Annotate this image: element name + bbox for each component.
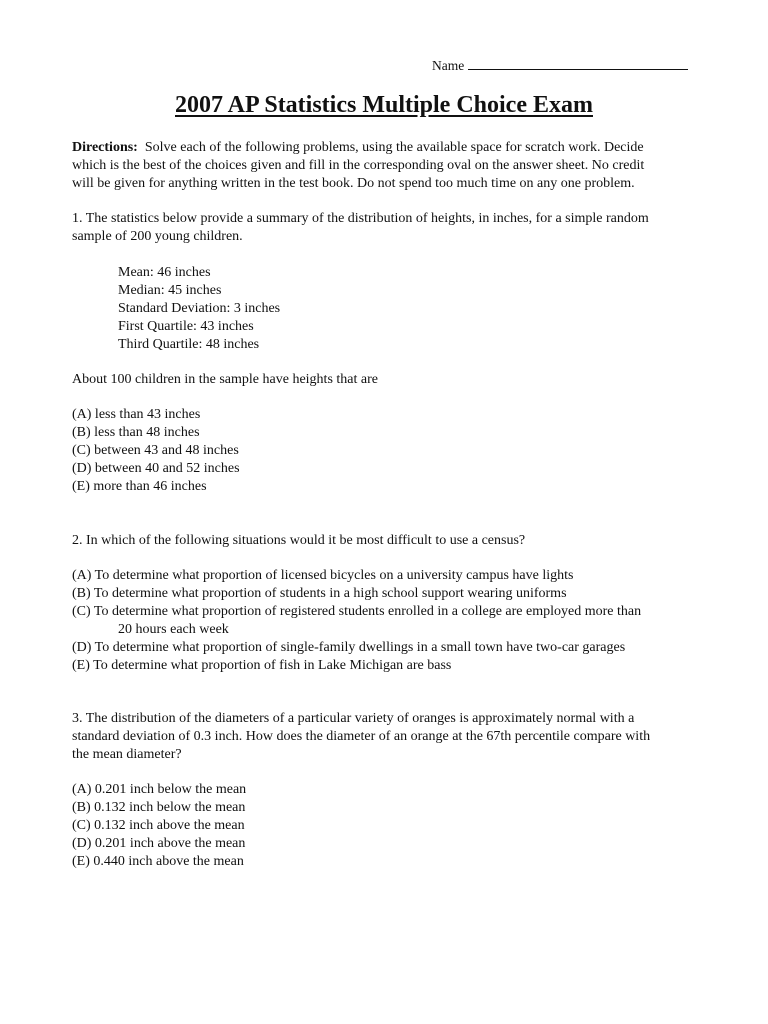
q2-option-c-continued: 20 hours each week — [118, 622, 229, 637]
q1-prompt: About 100 children in the sample have heights that are — [72, 372, 378, 387]
q1-option-c: (C) between 43 and 48 inches — [72, 443, 239, 458]
q1-stat-median: Median: 45 inches — [118, 283, 222, 298]
q2-option-d: (D) To determine what proportion of single-family dwellings in a small town have two-car garages — [72, 640, 626, 655]
q1-option-b: (B) less than 48 inches — [72, 425, 200, 440]
q2-option-e: (E) To determine what proportion of fish in Lake Michigan are bass — [72, 658, 452, 673]
q3-option-b: (B) 0.132 inch below the mean — [72, 800, 246, 815]
directions-label: Directions: — [72, 140, 138, 155]
directions-line-3: will be given for anything written in the test book. Do not spend too much time on any one problem. — [72, 176, 635, 191]
q3-option-e: (E) 0.440 inch above the mean — [72, 854, 244, 869]
q3-stem-line-1: 3. The distribution of the diameters of a particular variety of oranges is approximately normal with a — [72, 711, 635, 726]
q1-option-e: (E) more than 46 inches — [72, 479, 207, 494]
q2-option-b: (B) To determine what proportion of students in a high school support wearing uniforms — [72, 586, 567, 601]
q1-option-a: (A) less than 43 inches — [72, 407, 201, 422]
q3-stem-line-2: standard deviation of 0.3 inch. How does the diameter of an orange at the 67th percentile compare with — [72, 729, 651, 744]
name-field — [432, 56, 688, 75]
directions-text-1: Solve each of the following problems, using the available space for scratch work. Decide — [144, 140, 644, 155]
q3-option-d: (D) 0.201 inch above the mean — [72, 836, 246, 851]
directions-line-2: which is the best of the choices given and fill in the corresponding oval on the answer sheet. No credit — [72, 158, 645, 173]
q3-option-a: (A) 0.201 inch below the mean — [72, 782, 247, 797]
q2-option-a: (A) To determine what proportion of licensed bicycles on a university campus have lights — [72, 568, 574, 583]
q1-stem-line-1: 1. The statistics below provide a summary of the distribution of heights, in inches, for a simple random — [72, 211, 649, 226]
page-title: 2007 AP Statistics Multiple Choice Exam — [175, 92, 593, 118]
q1-stem-line-2: sample of 200 young children. — [72, 229, 243, 244]
q2-option-c: (C) To determine what proportion of registered students enrolled in a college are employed more than — [72, 604, 642, 619]
q3-stem-line-3: the mean diameter? — [72, 747, 182, 762]
q1-stat-q1: First Quartile: 43 inches — [118, 319, 254, 334]
name-blank-line — [468, 56, 688, 70]
q2-stem: 2. In which of the following situations would it be most difficult to use a census? — [72, 533, 526, 548]
name-label: Name — [432, 58, 465, 73]
q1-option-d: (D) between 40 and 52 inches — [72, 461, 240, 476]
q1-stat-mean: Mean: 46 inches — [118, 265, 211, 280]
q1-stat-q3: Third Quartile: 48 inches — [118, 337, 260, 352]
q3-option-c: (C) 0.132 inch above the mean — [72, 818, 245, 833]
directions-line-1 — [72, 139, 644, 157]
q1-stat-sd: Standard Deviation: 3 inches — [118, 301, 281, 316]
